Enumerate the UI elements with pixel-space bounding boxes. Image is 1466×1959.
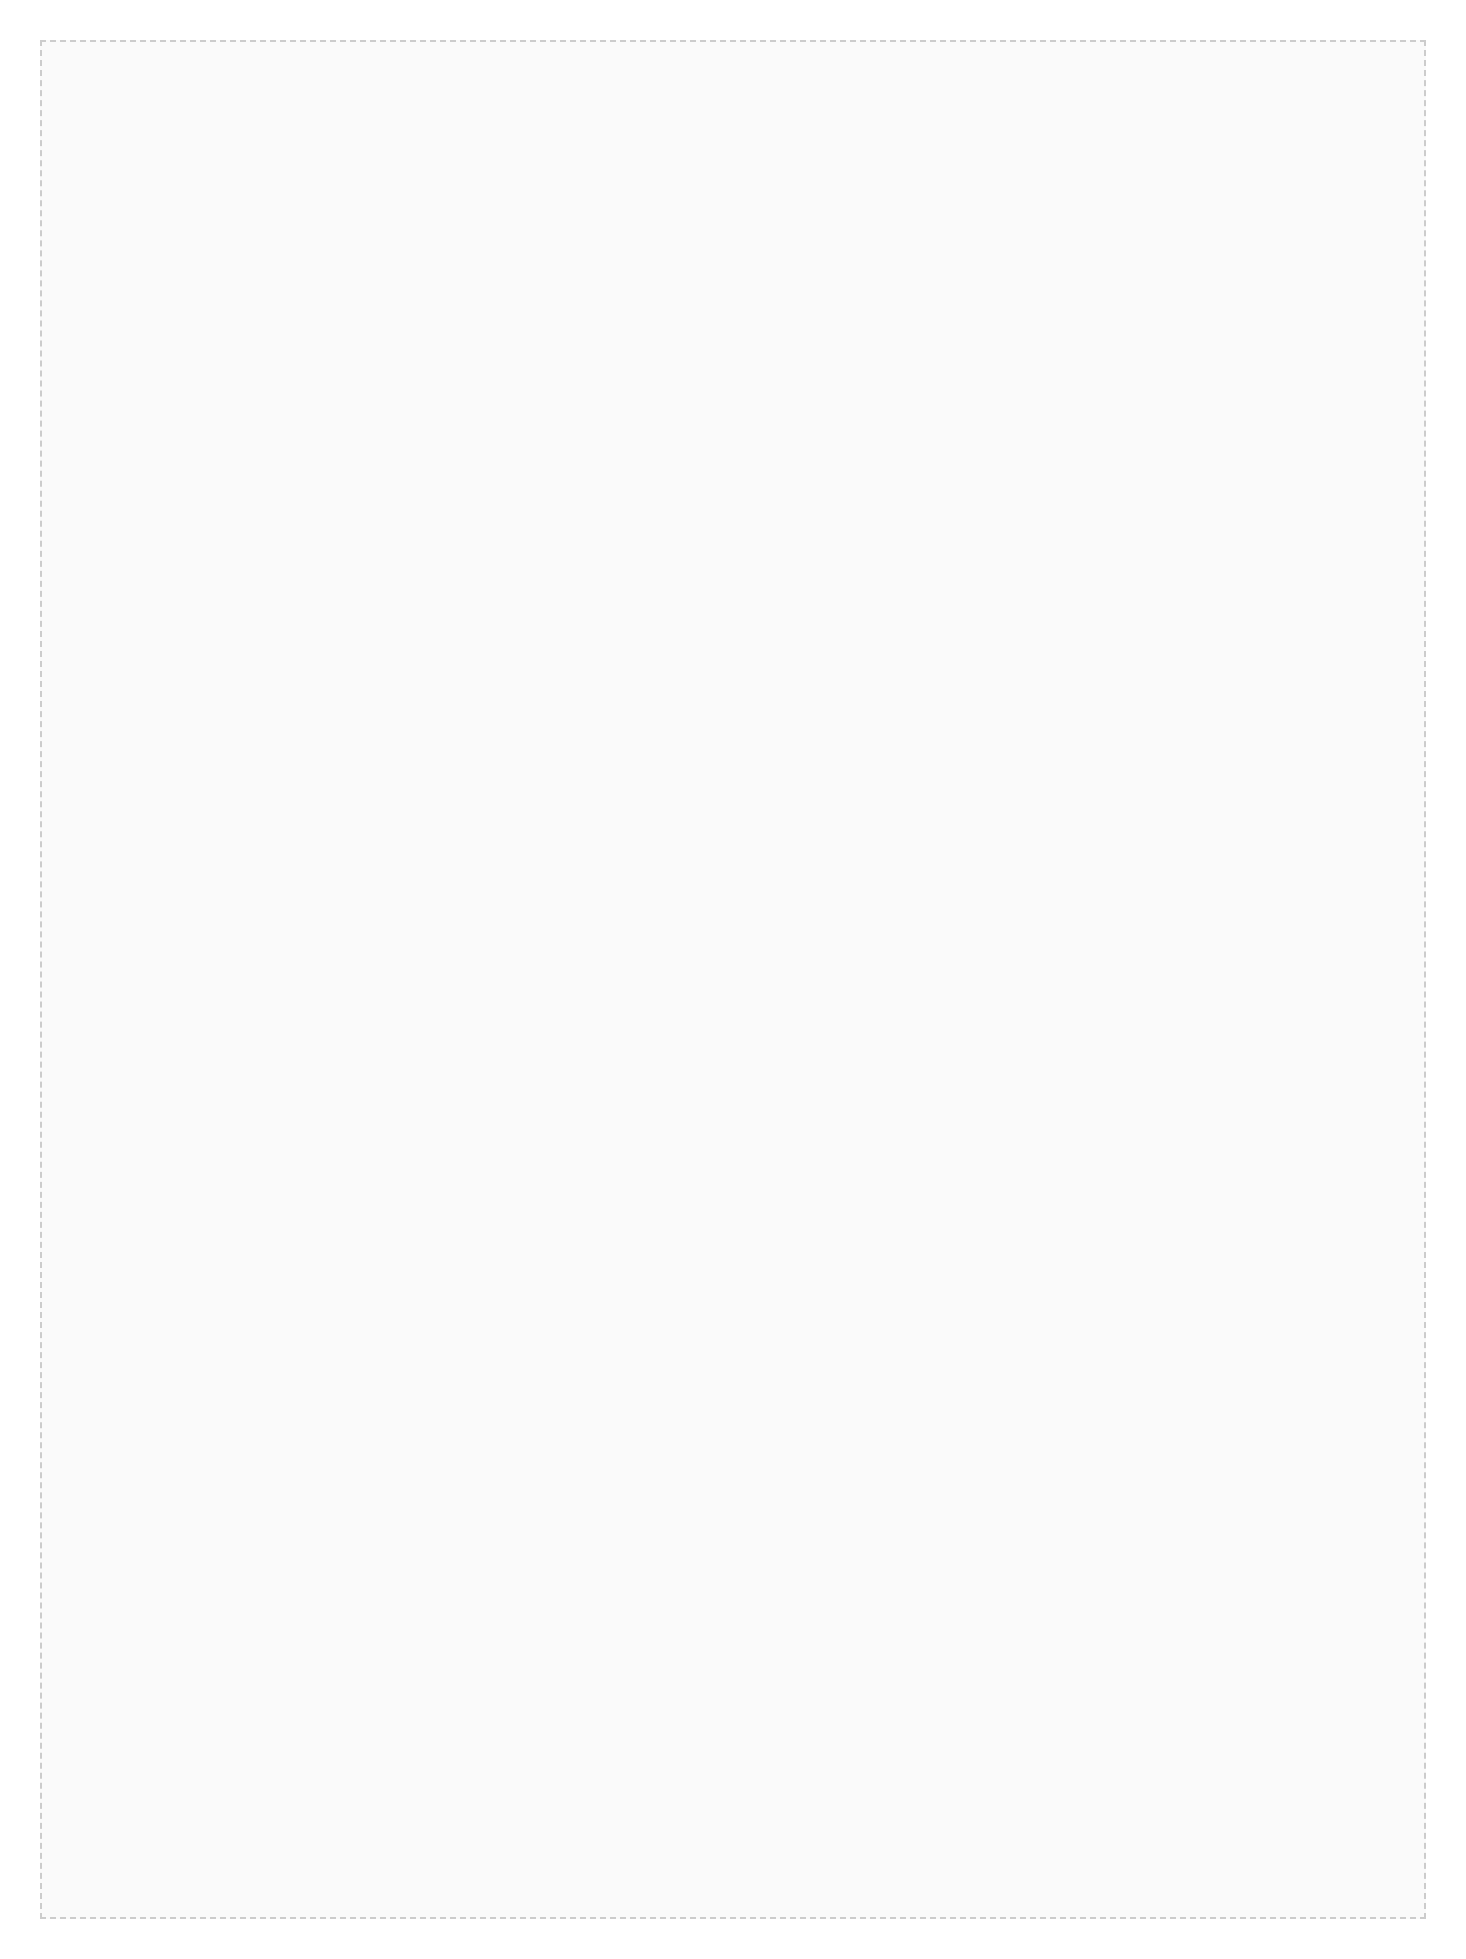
content-placeholder	[40, 40, 1426, 1919]
